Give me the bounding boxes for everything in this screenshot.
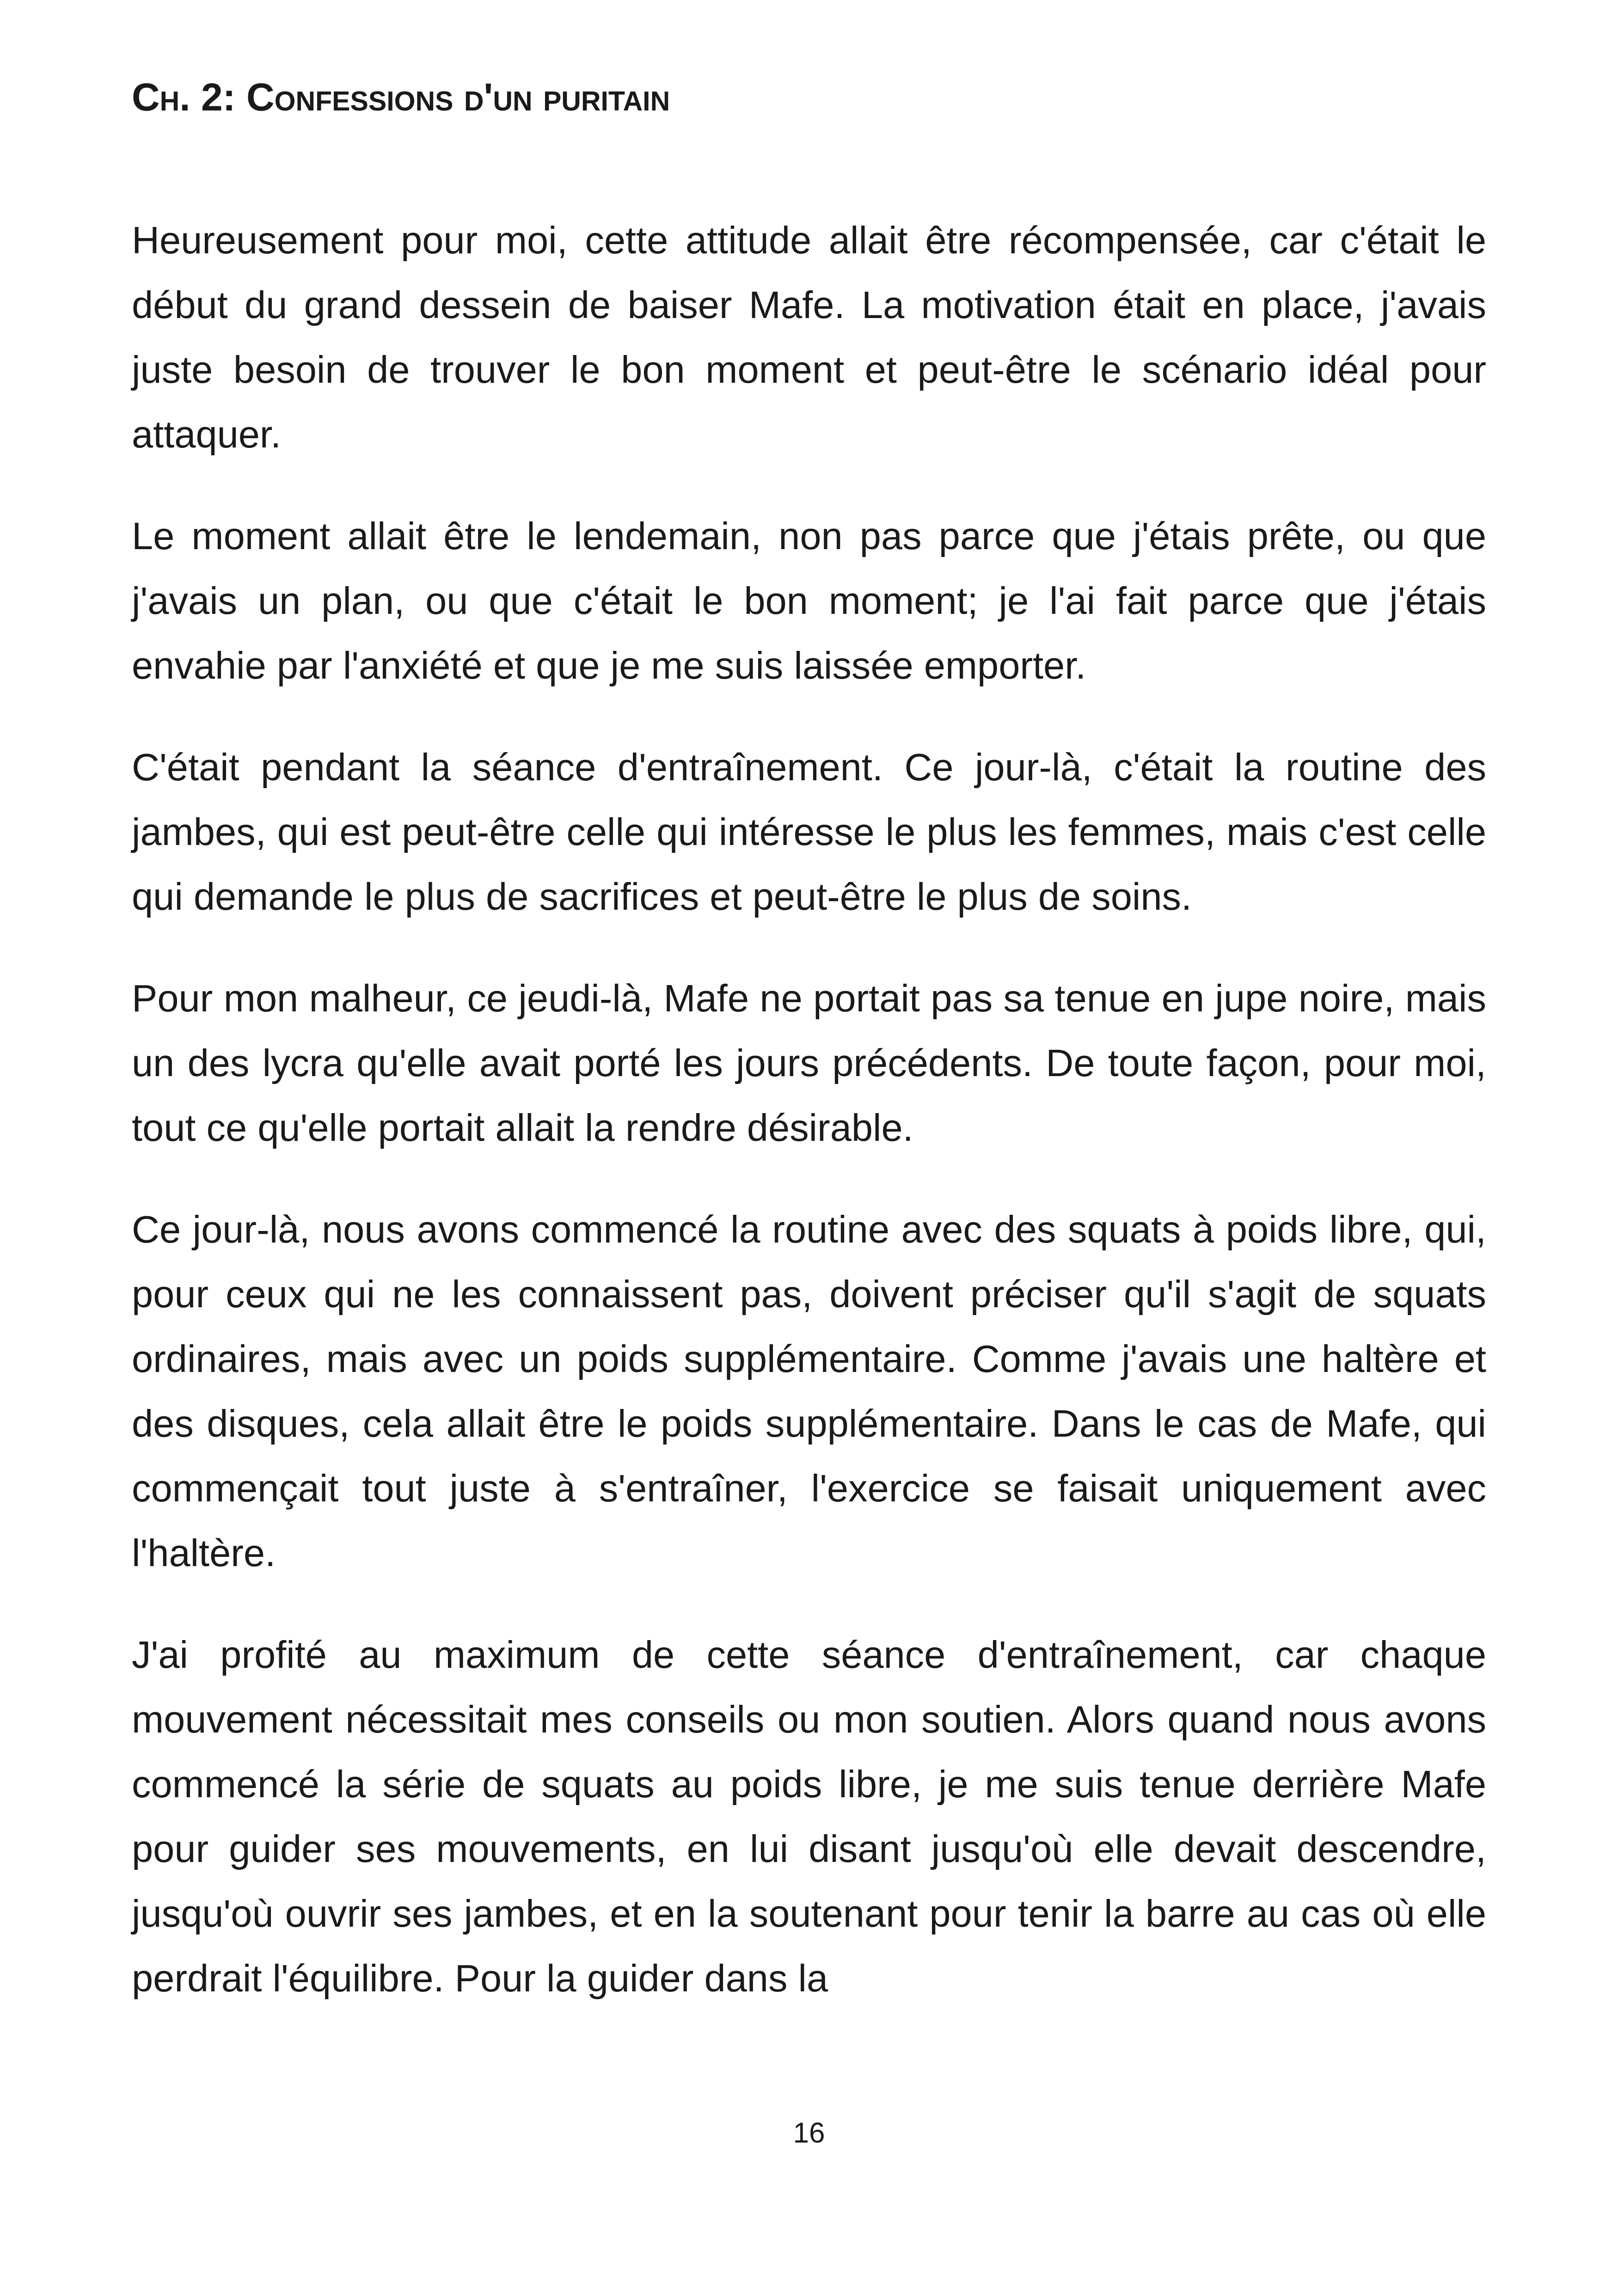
paragraph: Heureusement pour moi, cette attitude allait être récompensée, car c'était le début du grand dessein de baiser Mafe. La motivation était en place, j'avais juste besoin de trouver le bon moment et peut-être le scénario idéal pour attaquer. bbox=[132, 219, 1486, 456]
body-text bbox=[132, 208, 1486, 2048]
paragraph: C'était pendant la séance d'entraînement. Ce jour-là, c'était la routine des jambes, qui est peut-être celle qui intéresse le plus les femmes, mais c'est celle qui demande le plus de sacrifices et peut-être le plus de soins. bbox=[132, 746, 1486, 918]
chapter-title: Ch. 2: Confessions d'un puritain bbox=[132, 75, 670, 119]
paragraph: Pour mon malheur, ce jeudi-là, Mafe ne portait pas sa tenue en jupe noire, mais un des lycra qu'elle avait porté les jours précédents. De toute façon, pour moi, tout ce qu'elle portait allait la rendre désirable. bbox=[132, 977, 1486, 1149]
paragraph: Le moment allait être le lendemain, non pas parce que j'étais prête, ou que j'avais un plan, ou que c'était le bon moment; je l'ai fait parce que j'étais envahie par l'anxiété et que je me suis laissée emporter. bbox=[132, 514, 1486, 687]
paragraph: J'ai profité au maximum de cette séance d'entraînement, car chaque mouvement nécessitait mes conseils ou mon soutien. Alors quand nous avons commencé la série de squats au poids libre, je me suis tenue derrière Mafe pour guider ses mouvements, en lui disant jusqu'où elle devait descendre, jusqu'où ouvrir ses jambes, et en la soutenant pour tenir la barre au cas où elle perdrait l'équilibre. Pour la guider dans la bbox=[132, 1633, 1486, 2000]
page-number: 16 bbox=[793, 2117, 825, 2149]
paragraph: Ce jour-là, nous avons commencé la routine avec des squats à poids libre, qui, pour ceux qui ne les connaissent pas, doivent préciser qu'il s'agit de squats ordinaires, mais avec un poids supplémentaire. Comme j'avais une haltère et des disques, cela allait être le poids supplémentaire. Dans le cas de Mafe, qui commençait tout juste à s'entraîner, l'exercice se faisait uniquement avec l'haltère. bbox=[132, 1208, 1486, 1574]
